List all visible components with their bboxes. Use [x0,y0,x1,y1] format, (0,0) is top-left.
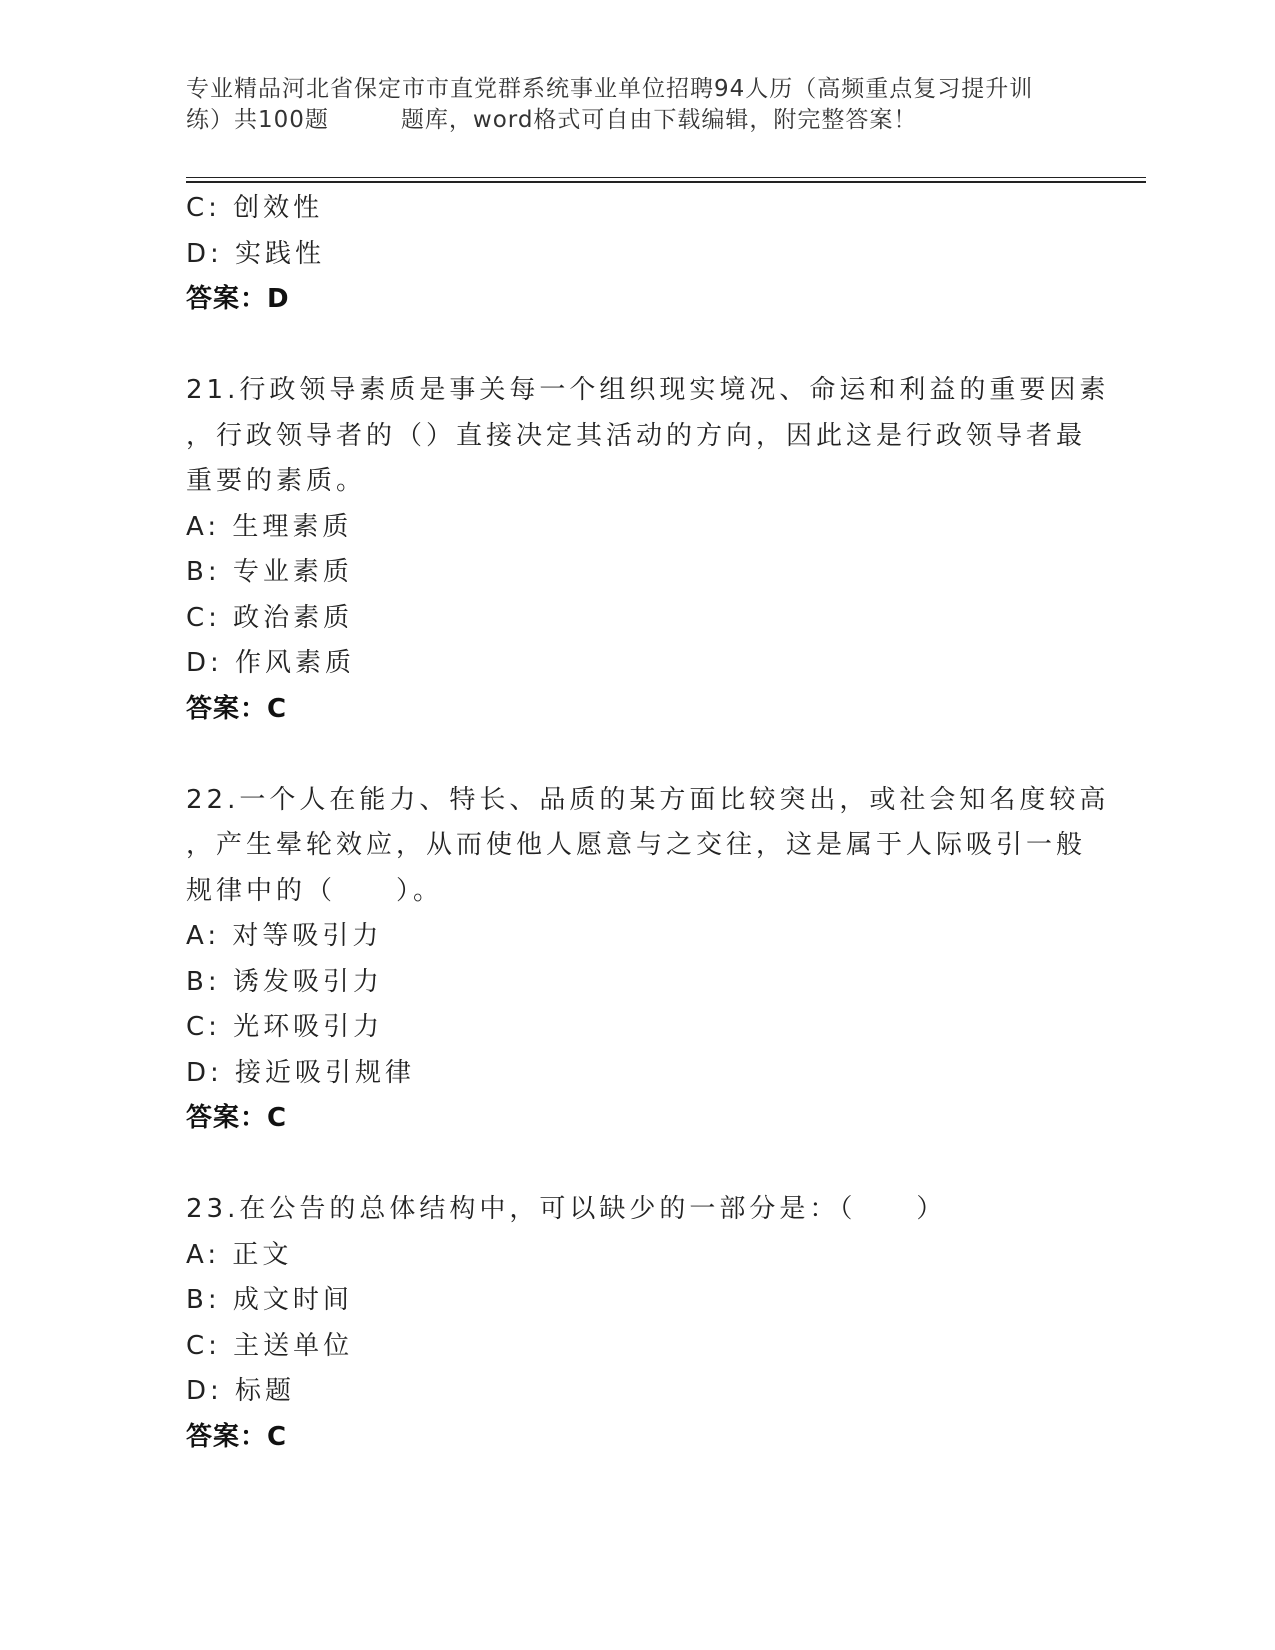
header-title-line-2: 练）共100题 题库，word格式可自由下载编辑，附完整答案！ [186,107,918,133]
answer-line: 答案：C [186,1421,288,1452]
option-c: C: 创效性 [186,193,324,223]
option-d: D: 实践性 [186,238,326,269]
question-stem [186,368,1110,505]
option-a: A: 对等吸引力 [186,921,383,951]
option-d: D: 标题 [186,1376,296,1406]
question-stem-line: ，行政领导者的（）直接决定其活动的方向，因此这是行政领导者最 [186,420,1087,451]
option-a: A: 正文 [186,1239,293,1270]
question-stem [186,778,1110,915]
option-a: A: 生理素质 [186,511,353,542]
option-c: C: 光环吸引力 [186,1012,384,1042]
question-stem [186,1187,1086,1233]
document-header [186,74,1086,136]
header-title-line-1: 专业精品河北省保定市市直党群系统事业单位招聘94人历（高频重点复习提升训 [186,76,1034,102]
option-b: B: 专业素质 [186,557,353,587]
question-21 [186,368,1110,732]
question-stem-line: 重要的素质。 [186,466,367,496]
document-body [186,186,1110,1460]
answer-line: 答案：D [186,284,290,314]
question-stem-line: 规律中的（ ）。 [186,875,444,906]
option-b: B: 诱发吸引力 [186,966,383,997]
header-divider-thin [186,177,1146,178]
option-c: C: 主送单位 [186,1330,354,1361]
option-c: C: 政治素质 [186,602,354,633]
option-d: D: 作风素质 [186,648,356,678]
question-stem-line: 22.一个人在能力、特长、品质的某方面比较突出，或社会知名度较高 [186,784,1110,815]
question-23 [186,1187,1086,1460]
answer-line: 答案：C [186,1103,288,1133]
header-divider-thick [186,181,1146,183]
answer-line: 答案：C [186,693,288,724]
question-stem-line: 23.在公告的总体结构中，可以缺少的一部分是：（ ） [186,1194,947,1224]
option-b: B: 成文时间 [186,1285,353,1315]
option-d: D: 接近吸引规律 [186,1057,416,1088]
question-stem-line: 21.行政领导素质是事关每一个组织现实境况、命运和利益的重要因素 [186,375,1110,405]
previous-question-tail [186,186,1086,323]
question-stem-line: ，产生晕轮效应，从而使他人愿意与之交往，这是属于人际吸引一般 [186,830,1087,860]
question-22 [186,778,1110,1142]
